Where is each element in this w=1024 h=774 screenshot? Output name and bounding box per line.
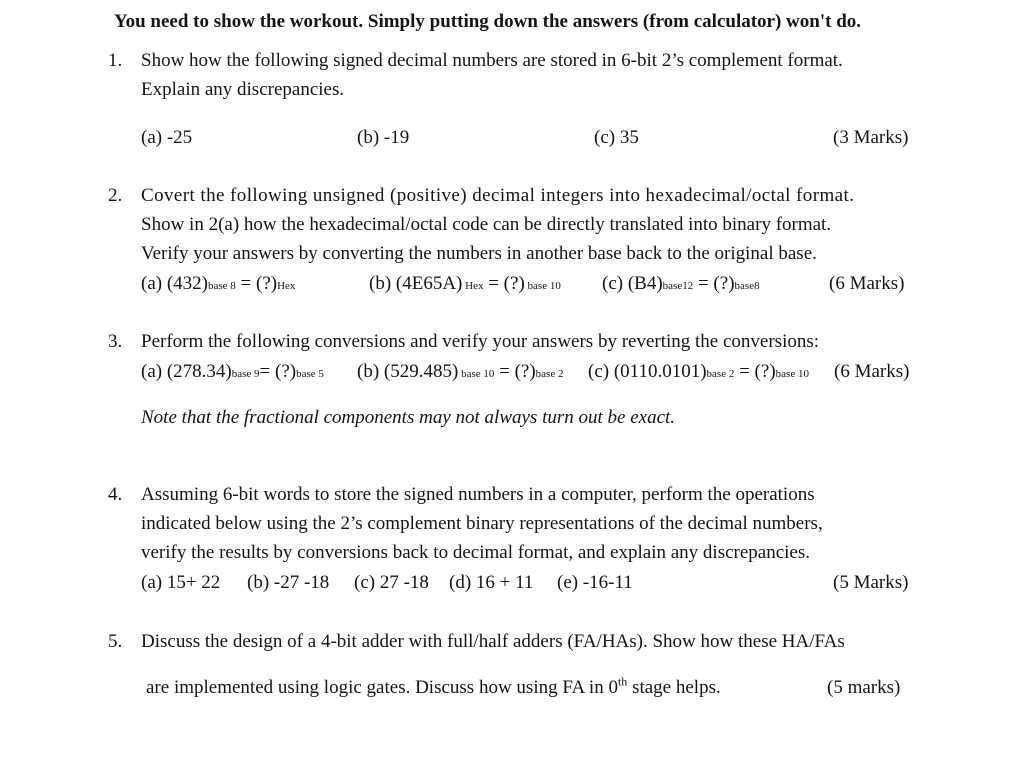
note: Note that the fractional components may not always turn out be exact. bbox=[141, 407, 676, 428]
question-text-line: Perform the following conversions and verify your answers by reverting the conversions: bbox=[141, 331, 820, 352]
part-c: (c) (0110.0101)base 2 = (?)base 10 bbox=[588, 361, 809, 382]
marks: (6 Marks) bbox=[829, 273, 905, 294]
marks: (5 Marks) bbox=[833, 572, 909, 593]
part-b: (b) (4E65A) Hex = (?) base 10 bbox=[369, 273, 561, 294]
question-number: 2. bbox=[108, 185, 123, 206]
question-text-line: Covert the following unsigned (positive) decimal integers into hexadecimal/octal format. bbox=[141, 185, 855, 206]
part-b: (b) (529.485) base 10 = (?)base 2 bbox=[357, 361, 564, 382]
part-c: (c) (B4)base12 = (?)base8 bbox=[602, 273, 760, 294]
question-text-line: verify the results by conversions back to decimal format, and explain any discrepancies. bbox=[141, 542, 810, 563]
question-number: 1. bbox=[108, 50, 123, 71]
question-text-line: Verify your answers by converting the numbers in another base back to the original base. bbox=[141, 243, 817, 264]
marks: (3 Marks) bbox=[833, 127, 909, 148]
part-d: (d) 16 + 11 bbox=[449, 572, 534, 593]
question-text-line: Explain any discrepancies. bbox=[141, 79, 345, 100]
part-a: (a) (432)base 8 = (?)Hex bbox=[141, 273, 296, 294]
marks: (5 marks) bbox=[827, 677, 901, 698]
part-a: (a) 15+ 22 bbox=[141, 572, 221, 593]
part-e: (e) -16-11 bbox=[557, 572, 633, 593]
question-text-line: Assuming 6-bit words to store the signed numbers in a computer, perform the operations bbox=[141, 484, 815, 505]
part-c: (c) 27 -18 bbox=[354, 572, 429, 593]
question-number: 4. bbox=[108, 484, 123, 505]
marks: (6 Marks) bbox=[834, 361, 910, 382]
question-text-line: Show in 2(a) how the hexadecimal/octal code can be directly translated into binary format. bbox=[141, 214, 832, 235]
header-instruction: You need to show the workout. Simply putting down the answers (from calculator) won't do. bbox=[114, 11, 862, 32]
question-text-line: Show how the following signed decimal numbers are stored in 6-bit 2’s complement format. bbox=[141, 50, 843, 71]
question-number: 3. bbox=[108, 331, 123, 352]
part-c: (c) 35 bbox=[594, 127, 639, 148]
question-text-line: are implemented using logic gates. Discuss how using FA in 0th stage helps. bbox=[146, 674, 721, 698]
part-a: (a) -25 bbox=[141, 127, 193, 148]
part-a: (a) (278.34)base 9= (?)base 5 bbox=[141, 361, 324, 382]
part-b: (b) -27 -18 bbox=[247, 572, 330, 593]
part-b: (b) -19 bbox=[357, 127, 410, 148]
question-number: 5. bbox=[108, 631, 123, 652]
question-text-line: Discuss the design of a 4-bit adder with full/half adders (FA/HAs). Show how these HA/FAs bbox=[141, 631, 845, 652]
question-text-line: indicated below using the 2’s complement binary representations of the decimal numbers, bbox=[141, 513, 823, 534]
